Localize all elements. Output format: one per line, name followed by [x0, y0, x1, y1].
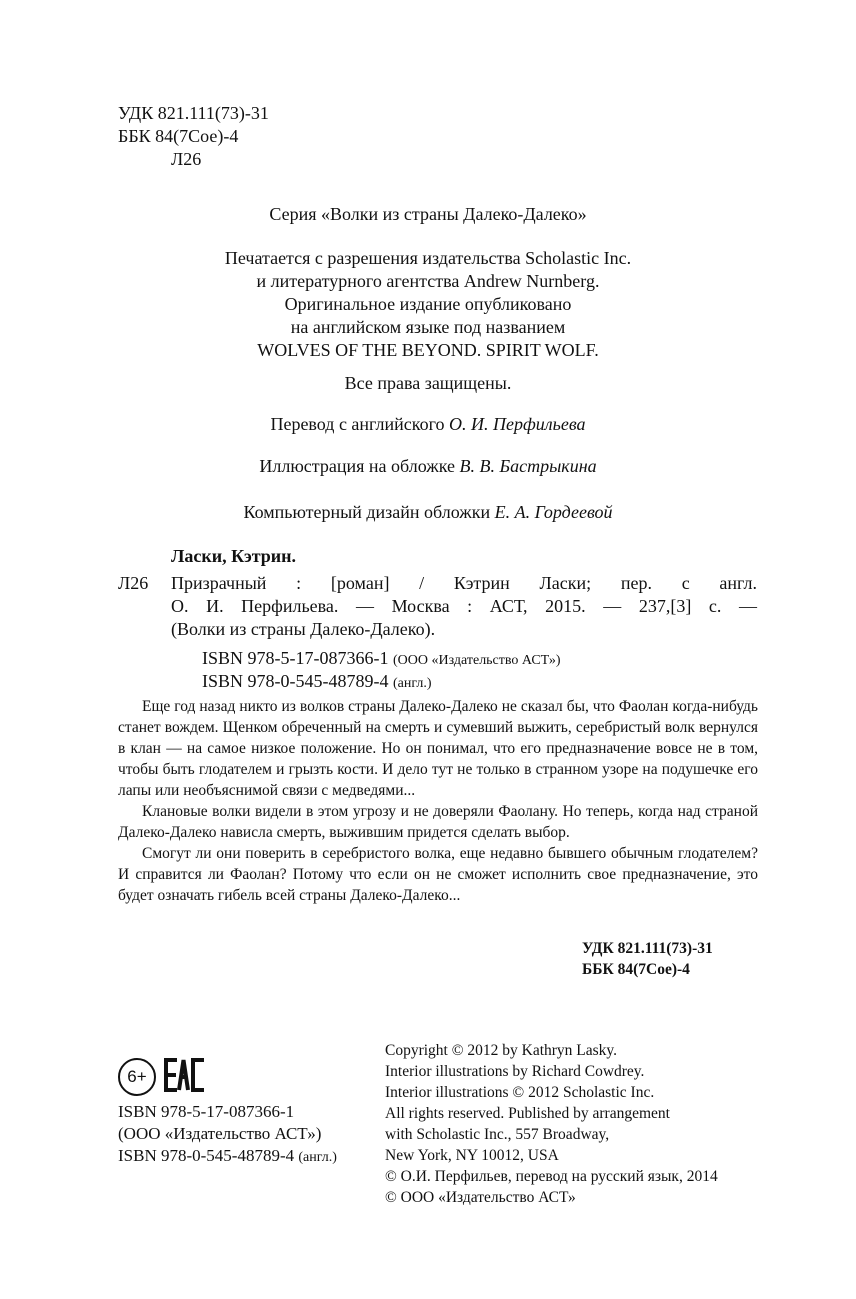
translation-credit — [0, 414, 856, 435]
permission-line: и литературного агентства Andrew Nurnberg. — [256, 271, 600, 291]
permission-line: на английском языке под названием — [290, 317, 566, 337]
permission-line: Печатается с разрешения издательства Scholastic Inc. — [224, 248, 632, 268]
catalog-author-heading: Ласки, Кэтрин. — [171, 546, 297, 566]
annotation-paragraph: Клановые волки видели в этом угрозу и не доверяли Фаолану. Но теперь, когда над страной Далеко-Далеко нависла смерть, выжившим придется сделать выбор. — [118, 803, 758, 841]
age-rating-badge: 6+ — [118, 1058, 156, 1096]
illustrator-name: В. В. Бастрыкина — [459, 456, 597, 476]
copyright-line: Copyright © 2012 by Kathryn Lasky. — [385, 1042, 618, 1059]
design-label: Компьютерный дизайн обложки — [243, 502, 491, 522]
series-name: Серия «Волки из страны Далеко-Далеко» — [269, 204, 587, 224]
catalog-description-line: О. И. Перфильева. — Москва : АСТ, 2015. — 237,[3] с. — — [171, 596, 757, 616]
copyright-line: All rights reserved. Published by arrangement — [385, 1105, 670, 1122]
isbn-publisher: (ООО «Издательство АСТ») — [393, 653, 561, 668]
translator-name: О. И. Перфильева — [449, 414, 586, 434]
isbn-number: ISBN 978-5-17-087366-1 — [202, 648, 389, 668]
copyright-line: New York, NY 10012, USA — [385, 1147, 559, 1164]
isbn-number: ISBN 978-0-545-48789-4 — [118, 1146, 295, 1165]
copyright-block — [385, 1040, 805, 1208]
isbn-number: ISBN 978-0-545-48789-4 — [202, 671, 389, 691]
annotation-udk: УДК 821.111(73)-31 — [582, 940, 713, 957]
annotation-bbk: ББК 84(7Сое)-4 — [582, 961, 690, 978]
eac-logo-icon — [163, 1057, 205, 1093]
catalog-isbn-1 — [202, 648, 561, 669]
design-credit — [0, 502, 856, 523]
copyright-line: with Scholastic Inc., 557 Broadway, — [385, 1126, 610, 1143]
author-mark: Л26 — [171, 149, 202, 169]
udk-code: УДК 821.111(73)-31 — [118, 103, 269, 123]
annotation-paragraph: Еще год назад никто из волков страны Далеко-Далеко не сказал бы, что Фаолан когда-нибудь станет вождем. Щенком обреченный на смерть и сумевший выжить, серебристый волк вернулся в клан — на самое низкое положение. Но он понимал, что его предназначение вовсе не в том, чтобы быть глодателем и грызть кости. И дело тут не только в странном узоре на подушечке его лапы или необъяснимой связи с медведями... — [118, 698, 758, 799]
catalog-isbn-2 — [202, 671, 432, 692]
illustration-label: Иллюстрация на обложке — [259, 456, 455, 476]
catalog-description-line: Призрачный : [роман] / Кэтрин Ласки; пер. с англ. — [171, 573, 757, 593]
footer-isbn-2 — [118, 1146, 337, 1166]
isbn-language-note: (англ.) — [298, 1150, 337, 1165]
copyright-line: © О.И. Перфильев, перевод на русский язык, 2014 — [385, 1168, 718, 1185]
series-line — [0, 204, 856, 225]
footer-publisher: (ООО «Издательство АСТ») — [118, 1124, 322, 1143]
copyright-line: Interior illustrations © 2012 Scholastic Inc. — [385, 1084, 655, 1101]
footer-isbn-1: ISBN 978-5-17-087366-1 — [118, 1102, 295, 1121]
isbn-language-note: (англ.) — [393, 676, 432, 691]
annotation-paragraph: Смогут ли они поверить в серебристого волка, еще недавно бывшего обычным глодателем? И справится ли Фаолан? Потому что если он не сможет исполнить свое предназначение, это будет означать гибель всей страны Далеко-Далеко... — [118, 845, 758, 904]
translation-label: Перевод с английского — [270, 414, 445, 434]
designer-name: Е. А. Гордеевой — [494, 502, 613, 522]
bbk-code: ББК 84(7Сое)-4 — [118, 126, 239, 146]
rights-reserved: Все права защищены. — [344, 373, 512, 393]
permission-block — [0, 247, 856, 362]
illustration-credit — [0, 456, 856, 477]
copyright-line: Interior illustrations by Richard Cowdrey. — [385, 1063, 645, 1080]
permission-line: Оригинальное издание опубликовано — [284, 294, 572, 314]
catalog-description-line: (Волки из страны Далеко-Далеко). — [171, 619, 436, 639]
catalog-mark: Л26 — [118, 573, 149, 593]
original-title: WOLVES OF THE BEYOND. SPIRIT WOLF. — [257, 340, 599, 360]
copyright-line: © ООО «Издательство АСТ» — [385, 1189, 576, 1206]
annotation — [118, 696, 758, 906]
